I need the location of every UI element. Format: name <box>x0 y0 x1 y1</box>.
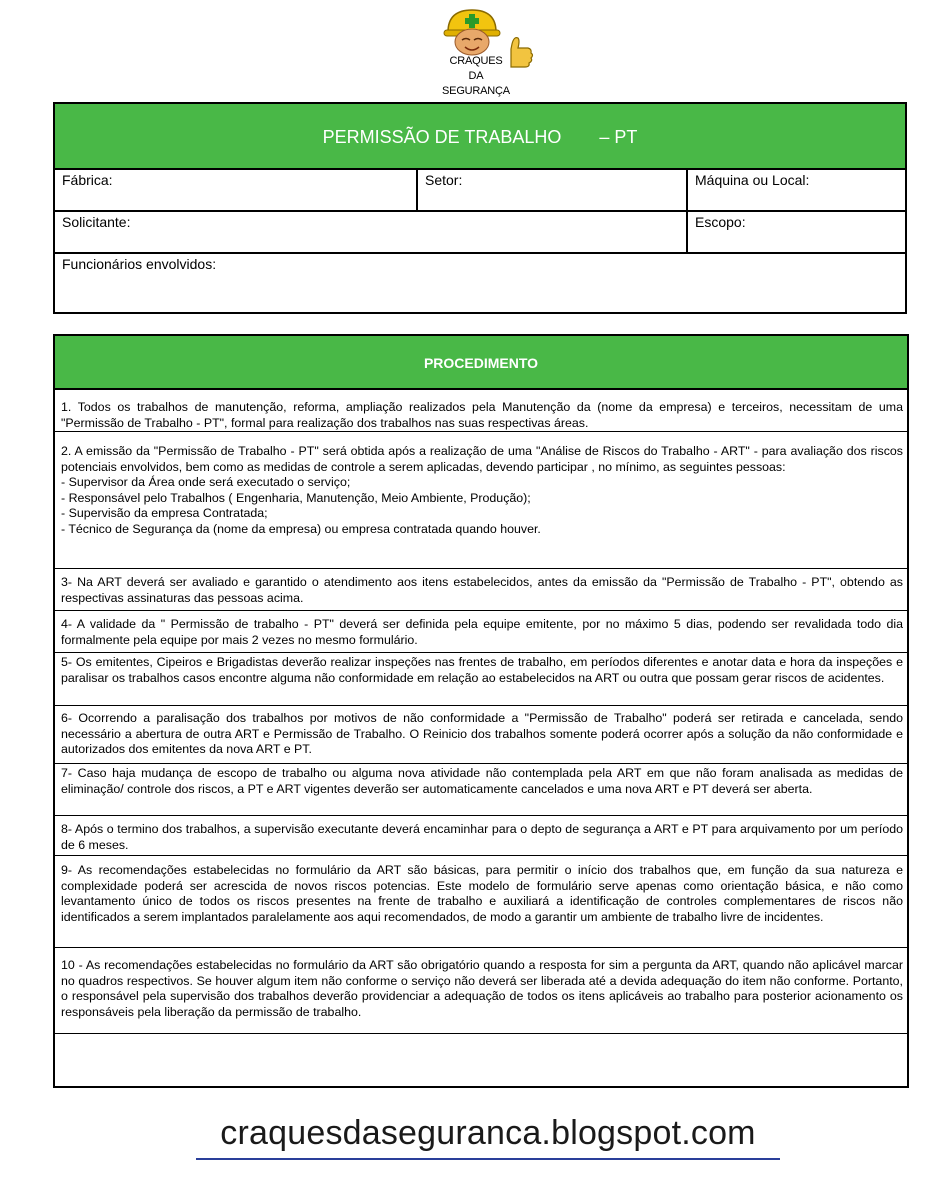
procedure-item-4: 4- A validade da " Permissão de trabalho - PT" deverá ser definida pela equipe emitente, por no máximo 5 dias, podendo ser revalidada todo dia formalmente pela equipe por mais 2 vezes no mesmo formulário. <box>55 611 907 653</box>
procedure-item-2-person-2: - Responsável pelo Trabalhos ( Engenharia, Manutenção, Meio Ambiente, Produção); <box>61 490 531 505</box>
procedure-item-7: 7- Caso haja mudança de escopo de trabalho ou alguma nova atividade não contemplada pela ART em que não foram analisada as medidas de eliminação/ controle dos riscos, a PT e ART vigentes deverão ser automaticamente cancelados e uma nova ART e PT deverá ser aberta. <box>55 764 907 816</box>
procedure-item-8: 8- Após o termino dos trabalhos, a supervisão executante deverá encaminhar para o depto de segurança a ART e PT para arquivamento por um período de 6 meses. <box>55 816 907 856</box>
setor-field[interactable]: Setor: <box>416 170 686 210</box>
maquina-local-field[interactable]: Máquina ou Local: <box>686 170 905 210</box>
logo-text-line2: DA <box>468 70 484 82</box>
procedure-item-2-person-3: - Supervisão da empresa Contratada; <box>61 506 268 521</box>
escopo-field[interactable]: Escopo: <box>686 212 905 252</box>
logo <box>428 4 540 100</box>
permit-title-suffix: – PT <box>599 127 638 147</box>
procedure-item-10: 10 - As recomendações estabelecidas no formulário da ART são obrigatório quando a resposta for sim a pergunta da ART, quando não aplicável marcar no quadros respectivos. Se houver algum item não conforme o serviço não deverá ser liberada até a devida adequação do item não conforme. Portanto, o responsável pela supervisão dos trabalhos deverão providenciar a adequação de todos os itens aplicáveis ao trabalho para posterior acionamento os responsáveis pela liberação da permissão de trabalho. <box>55 948 907 1034</box>
logo-text-line1: CRAQUES <box>449 55 503 67</box>
procedure-item-3: 3- Na ART deverá ser avaliado e garantido o atendimento aos itens estabelecidos, antes da emissão da "Permissão de Trabalho - PT", obtendo as respectivas assinaturas das pessoas acima. <box>55 569 907 611</box>
form-row-2 <box>55 212 905 254</box>
blog-url[interactable]: craquesdaseguranca.blogspot.com <box>220 1114 756 1152</box>
fabrica-field[interactable]: Fábrica: <box>62 172 113 188</box>
procedure-item-6: 6- Ocorrendo a paralisação dos trabalhos por motivos de não conformidade a "Permissão de Trabalho" poderá ser retirada e cancelada, sendo necessário a abertura de outra ART e Permissão de Trabalho. O Reinicio dos trabalhos somente poderá ocorrer após a solução da não conformidade e autorizados dos emitentes da nova ART e PT. <box>55 706 907 764</box>
permit-title-band <box>55 104 905 170</box>
procedure-item-2-person-1: - Supervisor da Área onde será executado o serviço; <box>61 475 351 490</box>
funcionarios-field[interactable]: Funcionários envolvidos: <box>62 256 217 272</box>
logo-text-line3: SEGURANÇA <box>442 85 510 97</box>
permit-title: PERMISSÃO DE TRABALHO <box>322 127 562 147</box>
permit-header-form <box>53 102 907 314</box>
procedure-item-2-text: 2. A emissão da "Permissão de Trabalho - PT" será obtida após a realização de uma "Análise de Riscos do Trabalho - ART" - para avaliação dos riscos potenciais envolvidos, bem como as medidas de controle a serem aplicadas, devendo participar , no mínimo, as seguintes pessoas: <box>61 444 903 474</box>
blog-url-underline <box>196 1158 780 1160</box>
form-row-3 <box>55 254 905 312</box>
procedure-blank-row <box>55 1034 907 1084</box>
procedure-item-9: 9- As recomendações estabelecidas no formulário da ART são básicas, para permitir o início dos trabalhos que, em função da sua natureza e complexidade poderá ser acrescida de novos riscos potencias. Este modelo de formulário serve apenas como orientação básica, e não como levantamento único de todos os riscos presentes na frente de trabalho e auxiliará a identificação de controles complementares de riscos não identificados a serem implantados paralelamente aos aqui recomendados, de modo a garantir um ambiente de trabalho livre de incidentes. <box>55 856 907 948</box>
procedure-item-2 <box>55 432 907 569</box>
form-row-1 <box>55 170 905 212</box>
procedure-title: PROCEDIMENTO <box>55 336 907 390</box>
procedure-item-2-person-4: - Técnico de Segurança da (nome da empresa) ou empresa contratada quando houver. <box>61 521 541 536</box>
solicitante-field[interactable]: Solicitante: <box>62 214 131 230</box>
procedure-item-5: 5- Os emitentes, Cipeiros e Brigadistas deverão realizar inspeções nas frentes de trabalho, em períodos diferentes e anotar data e hora da inspeções e paralisar os trabalhos casos encontre alguma não conformidade em relação ao estabelecidos na ART ou outra que possam gerar riscos de acidentes. <box>55 653 907 706</box>
procedure-item-1: 1. Todos os trabalhos de manutenção, reforma, ampliação realizados pela Manutenção da (nome da empresa) e terceiros, necessitam de uma "Permissão de Trabalho - PT", formal para realização dos trabalhos nas suas respectivas áreas. <box>55 390 907 432</box>
procedure-box <box>53 334 909 1088</box>
